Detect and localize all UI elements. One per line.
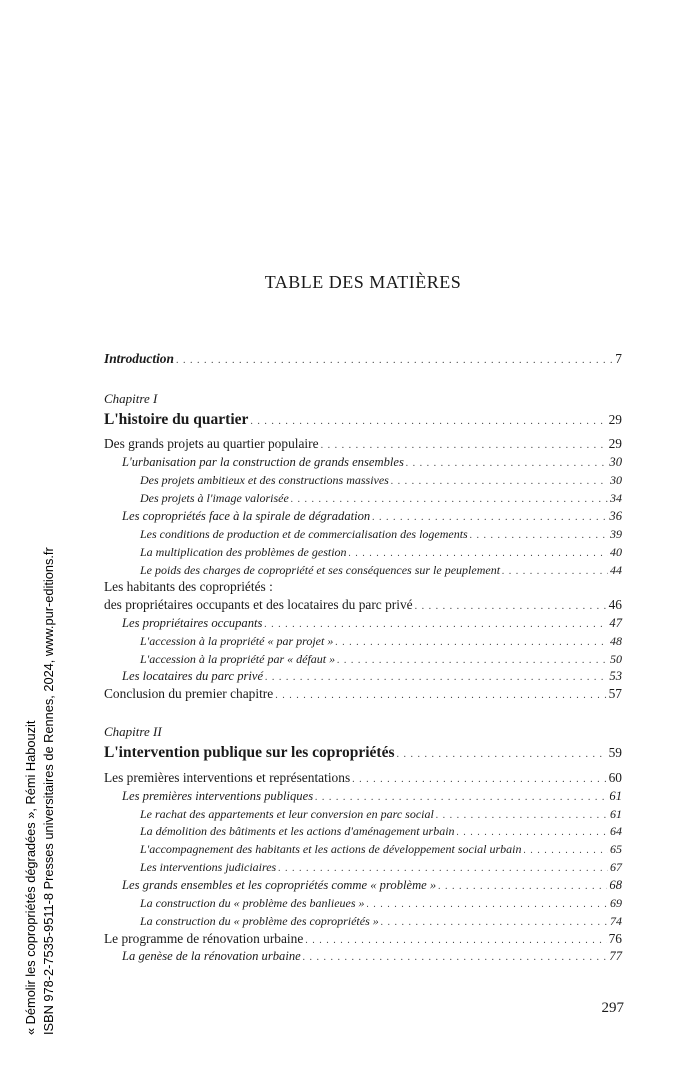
- toc-entry[interactable]: Conclusion du premier chapitre . . . 57: [104, 685, 622, 705]
- toc-chapter-2-title[interactable]: [104, 744, 622, 764]
- leader-dots: [176, 352, 613, 370]
- toc-entry-label: L'intervention publique sur les copropriétés: [104, 744, 395, 761]
- leader-dots: [250, 413, 606, 431]
- page-title: TABLE DES MATIÈRES: [264, 272, 462, 292]
- side-credit-line-2: ISBN 978-2-7535-9511-8 Presses universitaires de Rennes, 2024, www.pur-editions.fr: [41, 547, 56, 1035]
- toc-entry[interactable]: L'accompagnement des habitants et les actions de développement social urbain . . . 65: [104, 840, 622, 860]
- toc-entry-page: 59: [608, 745, 622, 760]
- toc-entry[interactable]: Des projets ambitieux et des constructions massives . . . 30: [104, 471, 622, 491]
- toc-entry[interactable]: Les premières interventions et représentations . . . 60: [104, 769, 622, 789]
- toc-entry-label: Introduction: [104, 351, 174, 366]
- toc-entry[interactable]: Les locataires du parc privé . . . 53: [104, 667, 622, 687]
- toc-entry[interactable]: Le rachat des appartements et leur conversion en parc social . . . 61: [104, 805, 622, 825]
- toc-entry[interactable]: La démolition des bâtiments et les actions d'aménagement urbain . . . 64: [104, 822, 622, 842]
- toc-entry[interactable]: La construction du « problème des copropriétés » . . . 74: [104, 912, 622, 932]
- toc-entry[interactable]: La construction du « problème des banlieues » . . . 69: [104, 894, 622, 914]
- toc-entry[interactable]: Les habitants des copropriétés :: [104, 579, 273, 594]
- toc-entry[interactable]: Les grands ensembles et les copropriétés comme « problème » . . . 68: [104, 876, 622, 896]
- toc-entry[interactable]: La genèse de la rénovation urbaine . . . 77: [104, 947, 622, 967]
- toc-chapter-1-title[interactable]: [104, 411, 622, 431]
- toc-entry[interactable]: L'urbanisation par la construction de grands ensembles . . . 30: [104, 453, 622, 473]
- toc-entry[interactable]: des propriétaires occupants et des locataires du parc privé . . . 46: [104, 596, 622, 616]
- toc-entry[interactable]: Les conditions de production et de commercialisation des logements . . . 39: [104, 525, 622, 545]
- toc-entry-label: L'histoire du quartier: [104, 411, 249, 428]
- page-number: 297: [601, 1000, 624, 1016]
- chapter-2-label: Chapitre II: [104, 724, 162, 739]
- toc-entry-page: 7: [615, 351, 622, 366]
- toc-entry[interactable]: La multiplication des problèmes de gestion . . . 40: [104, 543, 622, 563]
- side-credit-line-1: « Démolir les copropriétés dégradées », Rémi Habouzit: [23, 720, 38, 1035]
- toc-entry[interactable]: Des grands projets au quartier populaire . . . 29: [104, 435, 622, 455]
- side-credit: [22, 547, 58, 1035]
- toc-entry[interactable]: Les premières interventions publiques . . . 61: [104, 787, 622, 807]
- toc-entry[interactable]: L'accession à la propriété par « défaut » . . . 50: [104, 650, 622, 670]
- toc-entry[interactable]: Les copropriétés face à la spirale de dégradation . . . 36: [104, 507, 622, 527]
- toc-entry-page: 29: [608, 412, 622, 427]
- toc-entry[interactable]: Des projets à l'image valorisée . . . 34: [104, 489, 622, 509]
- toc-entry[interactable]: Les propriétaires occupants . . . 47: [104, 614, 622, 634]
- toc-entry[interactable]: Le programme de rénovation urbaine . . . 76: [104, 930, 622, 950]
- chapter-1-label: Chapitre I: [104, 391, 158, 406]
- toc-entry[interactable]: L'accession à la propriété « par projet » . . . 48: [104, 632, 622, 652]
- leader-dots: [397, 746, 607, 764]
- toc-entry[interactable]: Les interventions judiciaires . . . 67: [104, 858, 622, 878]
- toc-entry-introduction[interactable]: [104, 350, 622, 370]
- toc-entry[interactable]: Le poids des charges de copropriété et ses conséquences sur le peuplement . . . 44: [104, 561, 622, 581]
